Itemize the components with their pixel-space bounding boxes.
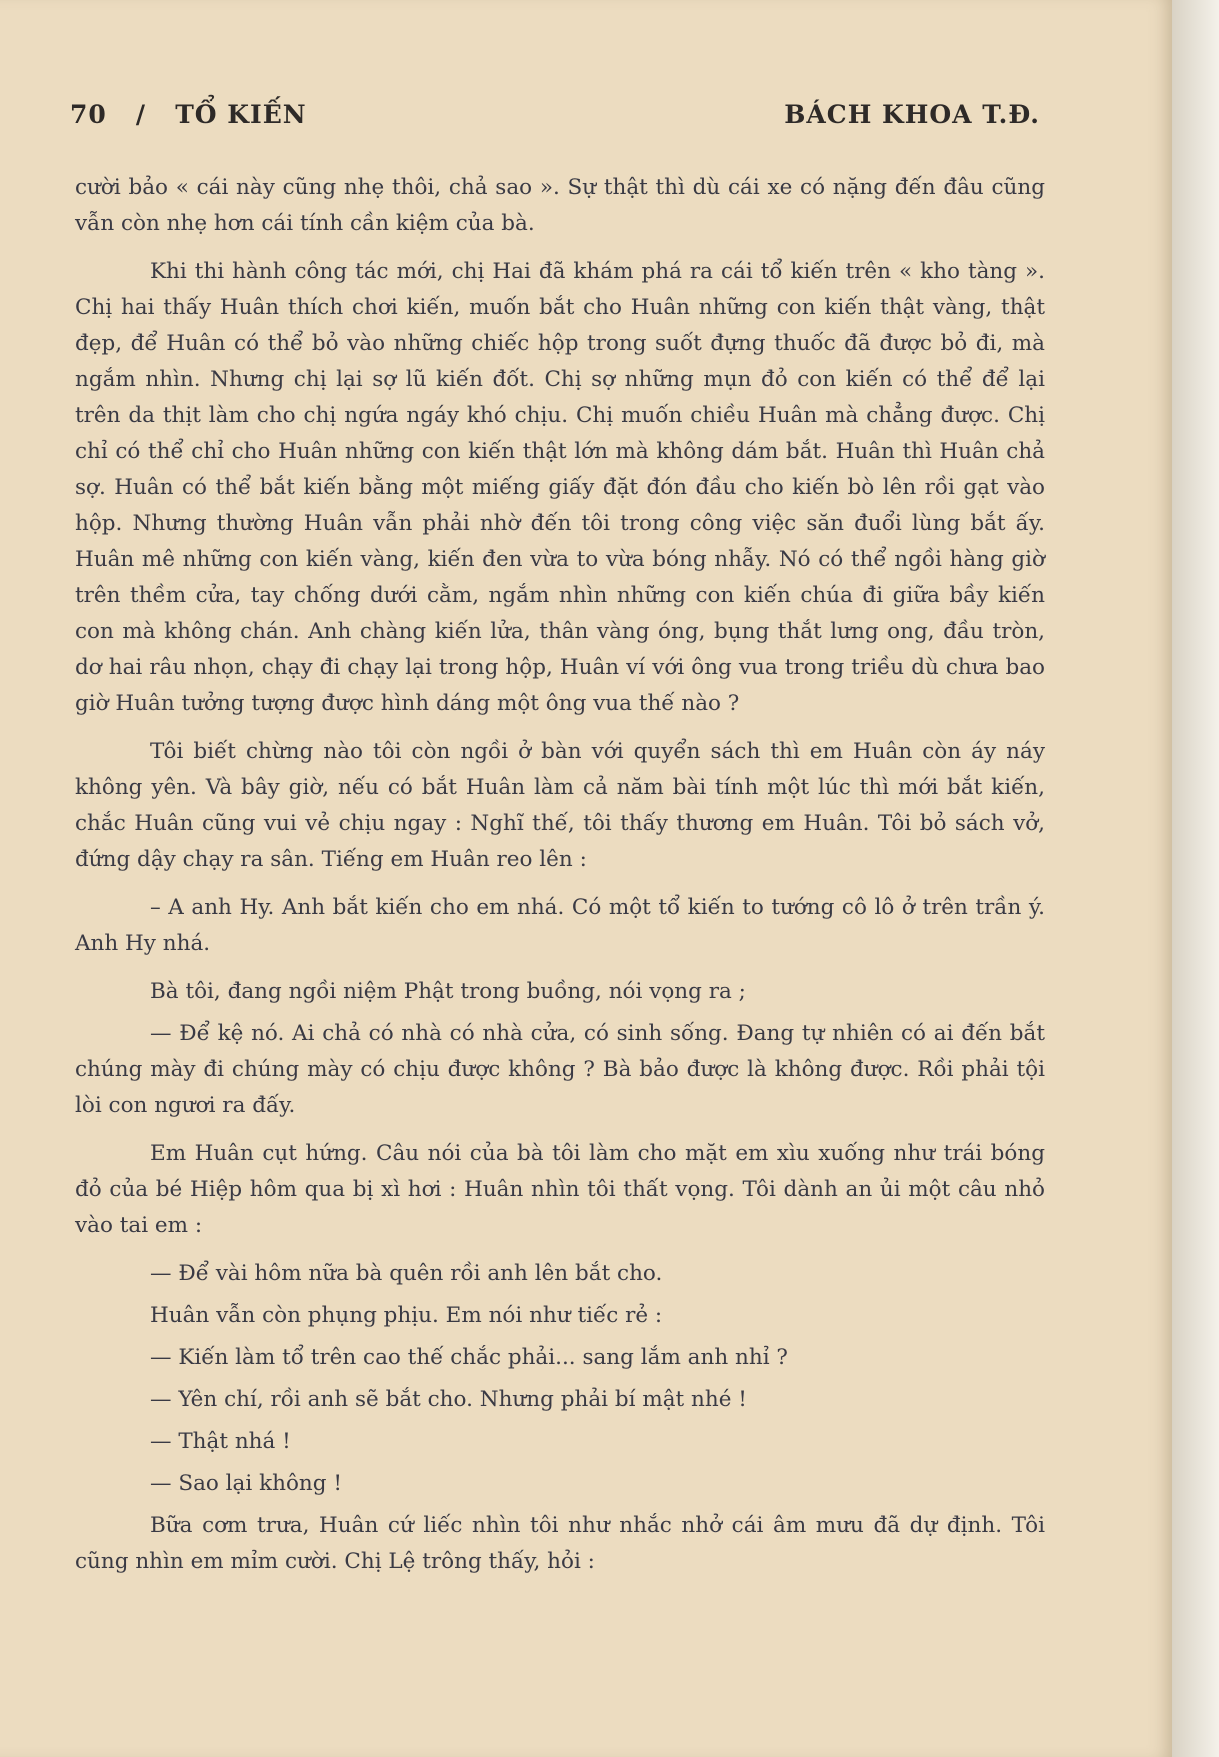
paragraph: Bữa cơm trưa, Huân cứ liếc nhìn tôi như nhắc nhở cái âm mưu đã dự định. Tôi cũng nhìn em mỉm cười. Chị Lệ trông thấy, hỏi : xyxy=(75,1513,1045,1574)
dialogue-line: — Để kệ nó. Ai chả có nhà có nhà cửa, có sinh sống. Đang tự nhiên có ai đến bắt chúng mày đi chúng mày có chịu được không ? Bà bảo được là không được. Rồi phải tội lòi con ngươi ra đấy. xyxy=(75,1021,1045,1118)
body-text xyxy=(75,170,1045,1592)
paragraph: Huân vẫn còn phụng phịu. Em nói như tiếc rẻ : xyxy=(150,1303,663,1328)
paragraph: cười bảo « cái này cũng nhẹ thôi, chả sao ». Sự thật thì dù cái xe có nặng đến đâu cũng vẫn còn nhẹ hơn cái tính cần kiệm của bà. xyxy=(75,175,1045,236)
paragraph: Bà tôi, đang ngồi niệm Phật trong buồng, nói vọng ra ; xyxy=(150,979,746,1004)
running-title: BÁCH KHOA T.Đ. xyxy=(784,100,1040,129)
page-number: 70 xyxy=(70,100,107,129)
paragraph: Em Huân cụt hứng. Câu nói của bà tôi làm cho mặt em xìu xuống như trái bóng đỏ của bé Hiệp hôm qua bị xì hơi : Huân nhìn tôi thất vọng. Tôi dành an ủi một câu nhỏ vào tai em : xyxy=(75,1141,1045,1238)
dialogue-line: — Để vài hôm nữa bà quên rồi anh lên bắt cho. xyxy=(150,1261,663,1286)
page-edge xyxy=(1172,0,1219,1757)
chapter-title: TỔ KIẾN xyxy=(175,100,307,129)
dialogue-line: — Kiến làm tổ trên cao thế chắc phải... sang lắm anh nhỉ ? xyxy=(150,1345,788,1370)
header-separator: / xyxy=(135,100,147,129)
header-left xyxy=(70,100,307,129)
paragraph: Tôi biết chừng nào tôi còn ngồi ở bàn với quyển sách thì em Huân còn áy náy không yên. Và bây giờ, nếu có bắt Huân làm cả năm bài tính một lúc thì mới bắt kiến, chắc Huân cũng vui vẻ chịu ngay : Nghĩ thế, tôi thấy thương em Huân. Tôi bỏ sách vở, đứng dậy chạy ra sân. Tiếng em Huân reo lên : xyxy=(75,739,1045,872)
dialogue-line: — Yên chí, rồi anh sẽ bắt cho. Nhưng phải bí mật nhé ! xyxy=(150,1387,747,1412)
dialogue-line: – A anh Hy. Anh bắt kiến cho em nhá. Có một tổ kiến to tướng cô lô ở trên trần ý. Anh Hy nhá. xyxy=(75,895,1045,956)
page-header xyxy=(70,100,1040,140)
paragraph: Khi thi hành công tác mới, chị Hai đã khám phá ra cái tổ kiến trên « kho tàng ». Chị hai thấy Huân thích chơi kiến, muốn bắt cho Huân những con kiến thật vàng, thật đẹp, để Huân có thể bỏ vào những chiếc hộp trong suốt đựng thuốc đã được bỏ đi, mà ngắm nhìn. Nhưng chị lại sợ lũ kiến đốt. Chị sợ những mụn đỏ con kiến có thể để lại trên da thịt làm cho chị ngứa ngáy khó chịu. Chị muốn chiều Huân mà chẳng được. Chị chỉ có thể chỉ cho Huân những con kiến thật lớn mà không dám bắt. Huân thì Huân chả sợ. Huân có thể bắt kiến bằng một miếng giấy đặt đón đầu cho kiến bò lên rồi gạt vào hộp. Nhưng thường Huân vẫn phải nhờ đến tôi trong công việc săn đuổi lùng bắt ấy. Huân mê những con kiến vàng, kiến đen vừa to vừa bóng nhẫy. Nó có thể ngồi hàng giờ trên thềm cửa, tay chống dưới cằm, ngắm nhìn những con kiến chúa đi giữa bầy kiến con mà không chán. Anh chàng kiến lửa, thân vàng óng, bụng thắt lưng ong, đầu tròn, dơ hai râu nhọn, chạy đi chạy lại trong hộp, Huân ví với ông vua trong triều dù chưa bao giờ Huân tưởng tượng được hình dáng một ông vua thế nào ? xyxy=(75,259,1045,716)
dialogue-line: — Sao lại không ! xyxy=(150,1471,342,1496)
dialogue-line: — Thật nhá ! xyxy=(150,1429,291,1454)
